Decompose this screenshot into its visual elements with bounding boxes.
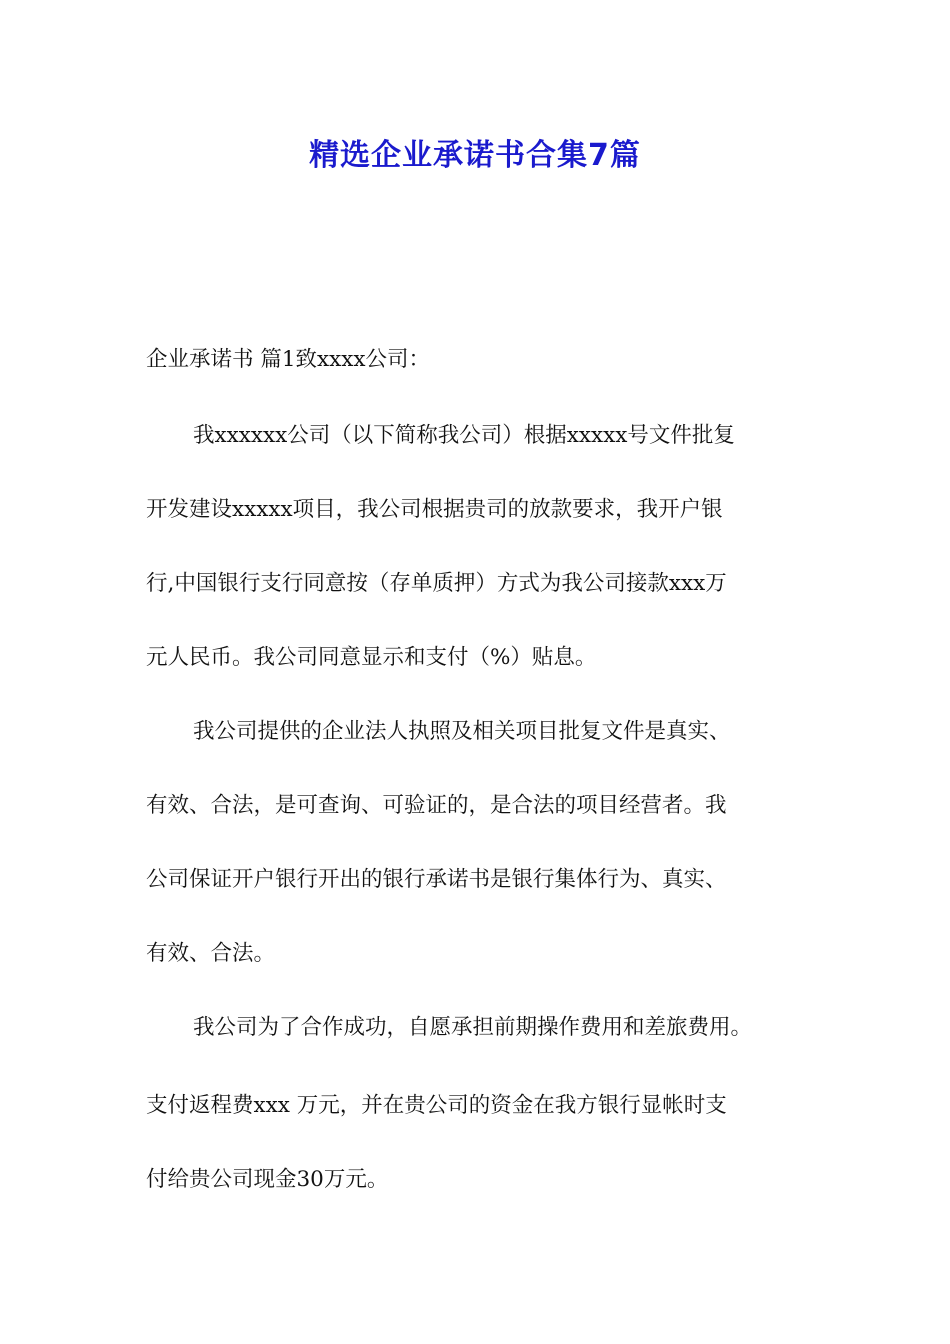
paragraph-line: 开发建设xxxxx项目，我公司根据贵司的放款要求，我开户银	[146, 497, 723, 522]
paragraph-line: 支付返程费xxx 万元，并在贵公司的资金在我方银行显帐时支	[146, 1093, 727, 1118]
paragraph-line: 付给贵公司现金30万元。	[146, 1167, 389, 1192]
document-title: 精选企业承诺书合集7篇	[309, 138, 641, 173]
paragraph-line: 我公司提供的企业法人执照及相关项目批复文件是真实、	[193, 719, 731, 744]
paragraph-line: 元人民币。我公司同意显示和支付（%）贴息。	[146, 645, 597, 670]
paragraph-line: 有效、合法。	[146, 941, 276, 966]
paragraph-line: 我公司为了合作成功，自愿承担前期操作费用和差旅费用。	[193, 1015, 753, 1040]
paragraph-line: 公司保证开户银行开出的银行承诺书是银行集体行为、真实、	[146, 867, 727, 892]
paragraph-line: 有效、合法，是可查询、可验证的，是合法的项目经营者。我	[146, 793, 727, 818]
paragraph-line: 行,中国银行支行同意按（存单质押）方式为我公司接款xxx万	[146, 571, 727, 596]
paragraph-line: 我xxxxxx公司（以下简称我公司）根据xxxxx号文件批复	[193, 423, 735, 448]
section-heading: 企业承诺书 篇1致xxxx公司：	[146, 347, 431, 372]
